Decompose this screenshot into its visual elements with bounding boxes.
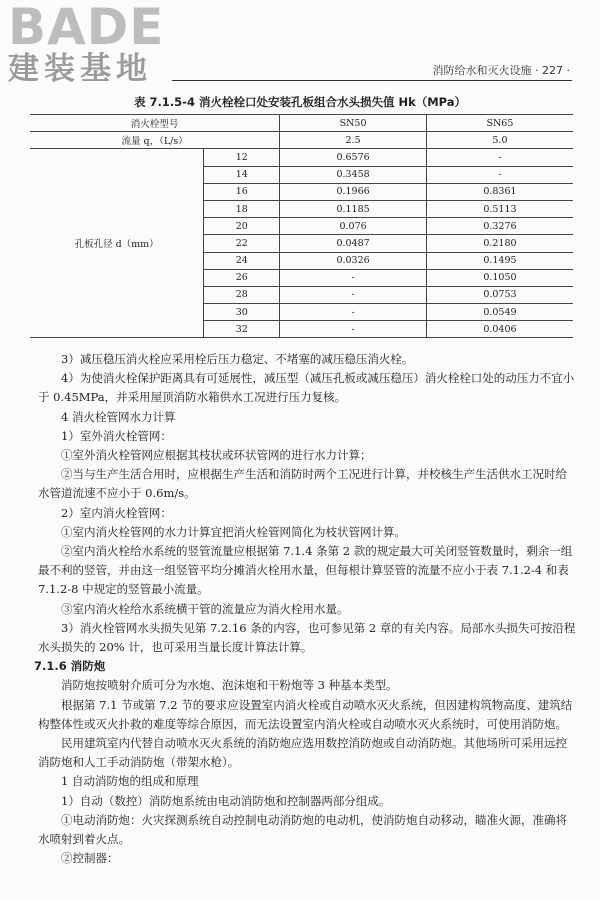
- header-cell: 消火栓型号: [30, 115, 280, 132]
- diameter-cell: 28: [204, 286, 280, 303]
- paragraph: ①电动消防炮：火灾探测系统自动控制电动消防炮的电动机，使消防炮自动移动，瞄准火源，准确将水喷射到着火点。: [38, 812, 567, 847]
- value-cell: -: [280, 286, 427, 303]
- paragraph: 4）为使消火栓保护距离具有可延展性，减压型（减压孔板或减压稳压）消火栓栓口处的动压力不宜小于 0.45MPa，并采用屋顶消防水箱供水工况进行压力复核。: [38, 371, 575, 405]
- flow-value: 2.5: [280, 132, 427, 149]
- diameter-cell: 18: [204, 200, 280, 217]
- value-cell: -: [280, 269, 427, 286]
- paragraph: ②控制器：: [61, 851, 119, 866]
- table-title: 表 7.1.5-4 消火栓栓口处安装孔板组合水头损失值 Hk（MPa）: [133, 95, 467, 109]
- diameter-cell: 20: [204, 218, 280, 235]
- paragraph: 1）室外消火栓管网：: [61, 428, 172, 443]
- paragraph: ②室内消火栓给水系统的竖管流量应根据第 7.1.4 条第 2 款的规定最大可关闭竖管数量时，剩余一组最不利的竖管，并由这一组竖管平均分摊消火栓用水量，但每根计算竖管的流量不应小于表 7.1.2-4 和表 7.1.2-8 中规定的竖管最小流量。: [38, 544, 573, 597]
- value-cell: 0.1495: [426, 252, 573, 269]
- paragraph: 消防炮按喷射介质可分为水炮、泡沫炮和干粉炮等 3 种基本类型。: [61, 678, 398, 693]
- diameter-cell: 24: [204, 252, 280, 269]
- diameter-cell: 26: [204, 269, 280, 286]
- value-cell: 0.0487: [280, 235, 427, 252]
- flow-row: [30, 132, 573, 149]
- value-cell: 0.076: [280, 218, 427, 235]
- diameter-cell: 16: [204, 183, 280, 200]
- value-cell: 0.0326: [280, 252, 427, 269]
- running-head: 消防给水和灭火设施 · 227 ·: [432, 64, 570, 77]
- row-group-label: 孔板孔径 d（mm）: [30, 149, 204, 338]
- value-cell: -: [426, 166, 573, 183]
- diameter-cell: 32: [204, 321, 280, 338]
- diameter-cell: 14: [204, 166, 280, 183]
- value-cell: 0.6576: [280, 149, 427, 166]
- value-cell: 0.1050: [426, 269, 573, 286]
- subheading: 4 消火栓管网水力计算: [61, 409, 176, 424]
- head-loss-table: [30, 114, 573, 338]
- value-cell: 0.1185: [280, 200, 427, 217]
- header-rule: [172, 80, 572, 81]
- header-cell: SN50: [280, 115, 427, 132]
- diameter-cell: 12: [204, 149, 280, 166]
- subheading: 1 自动消防炮的组成和原理: [61, 774, 199, 789]
- table-header-row: [30, 115, 573, 132]
- value-cell: -: [280, 321, 427, 338]
- value-cell: 0.8361: [426, 183, 573, 200]
- paragraph: ③室内消火栓给水系统横干管的流量应为消火栓用水量。: [61, 601, 349, 616]
- paragraph: 民用建筑室内代替自动喷水灭火系统的消防炮应选用数控消防炮或自动消防炮。其他场所可采用远控消防炮和人工手动消防炮（带架水枪）。: [38, 736, 567, 770]
- value-cell: 0.0549: [426, 304, 573, 321]
- publisher-logo: [8, 2, 198, 86]
- paragraph: 1）自动（数控）消防炮系统由电动消防炮和控制器两部分组成。: [61, 793, 391, 808]
- paragraph: ②当与生产生活合用时，应根据生产生活和消防时两个工况进行计算，并校核生产生活供水工况时给水管道流速不应小于 0.6m/s。: [38, 467, 567, 501]
- flow-label: 流量 q，（L/s）: [30, 132, 280, 149]
- value-cell: -: [280, 304, 427, 321]
- paragraph: 3）减压稳压消火栓应采用栓后压力稳定、不堵塞的减压稳压消火栓。: [61, 352, 414, 366]
- paragraph: ①室外消火栓管网应根据其枝状或环状管网的进行水力计算；: [61, 448, 372, 463]
- header-cell: SN65: [426, 115, 573, 132]
- value-cell: -: [426, 149, 573, 166]
- value-cell: 0.0406: [426, 321, 573, 338]
- body-text: [34, 350, 578, 868]
- diameter-cell: 22: [204, 235, 280, 252]
- flow-value: 5.0: [426, 132, 573, 149]
- paragraph: 3）消火栓管网水头损失见第 7.2.16 条的内容，也可参见第 2 章的有关内容。局部水头损失可按沿程水头损失的 20% 计，也可采用当量长度计算法计算。: [38, 620, 576, 655]
- logo-subtitle: 建装基地: [8, 51, 152, 87]
- value-cell: 0.2180: [426, 235, 573, 252]
- value-cell: 0.1966: [280, 183, 427, 200]
- value-cell: 0.3458: [280, 166, 427, 183]
- diameter-cell: 30: [204, 304, 280, 321]
- paragraph: 根据第 7.1 节或第 7.2 节的要求应设置室内消火栓或自动喷水灭火系统，但因建构筑物高度、建筑结构整体性或灭火扑救的难度等综合原因，而无法设置室内消火栓或自动喷水灭火系统时，可使用消防炮。: [38, 697, 573, 731]
- value-cell: 0.5113: [426, 200, 573, 217]
- value-cell: 0.3276: [426, 218, 573, 235]
- paragraph: ①室内消火栓管网的水力计算宜把消火栓管网简化为枝状管网计算。: [61, 524, 406, 539]
- paragraph: 2）室内消火栓管网：: [61, 505, 172, 520]
- section-heading: 7.1.6 消防炮: [34, 659, 106, 674]
- logo-wordmark: BADE: [8, 0, 165, 56]
- value-cell: 0.0753: [426, 286, 573, 303]
- table-row: [30, 149, 573, 166]
